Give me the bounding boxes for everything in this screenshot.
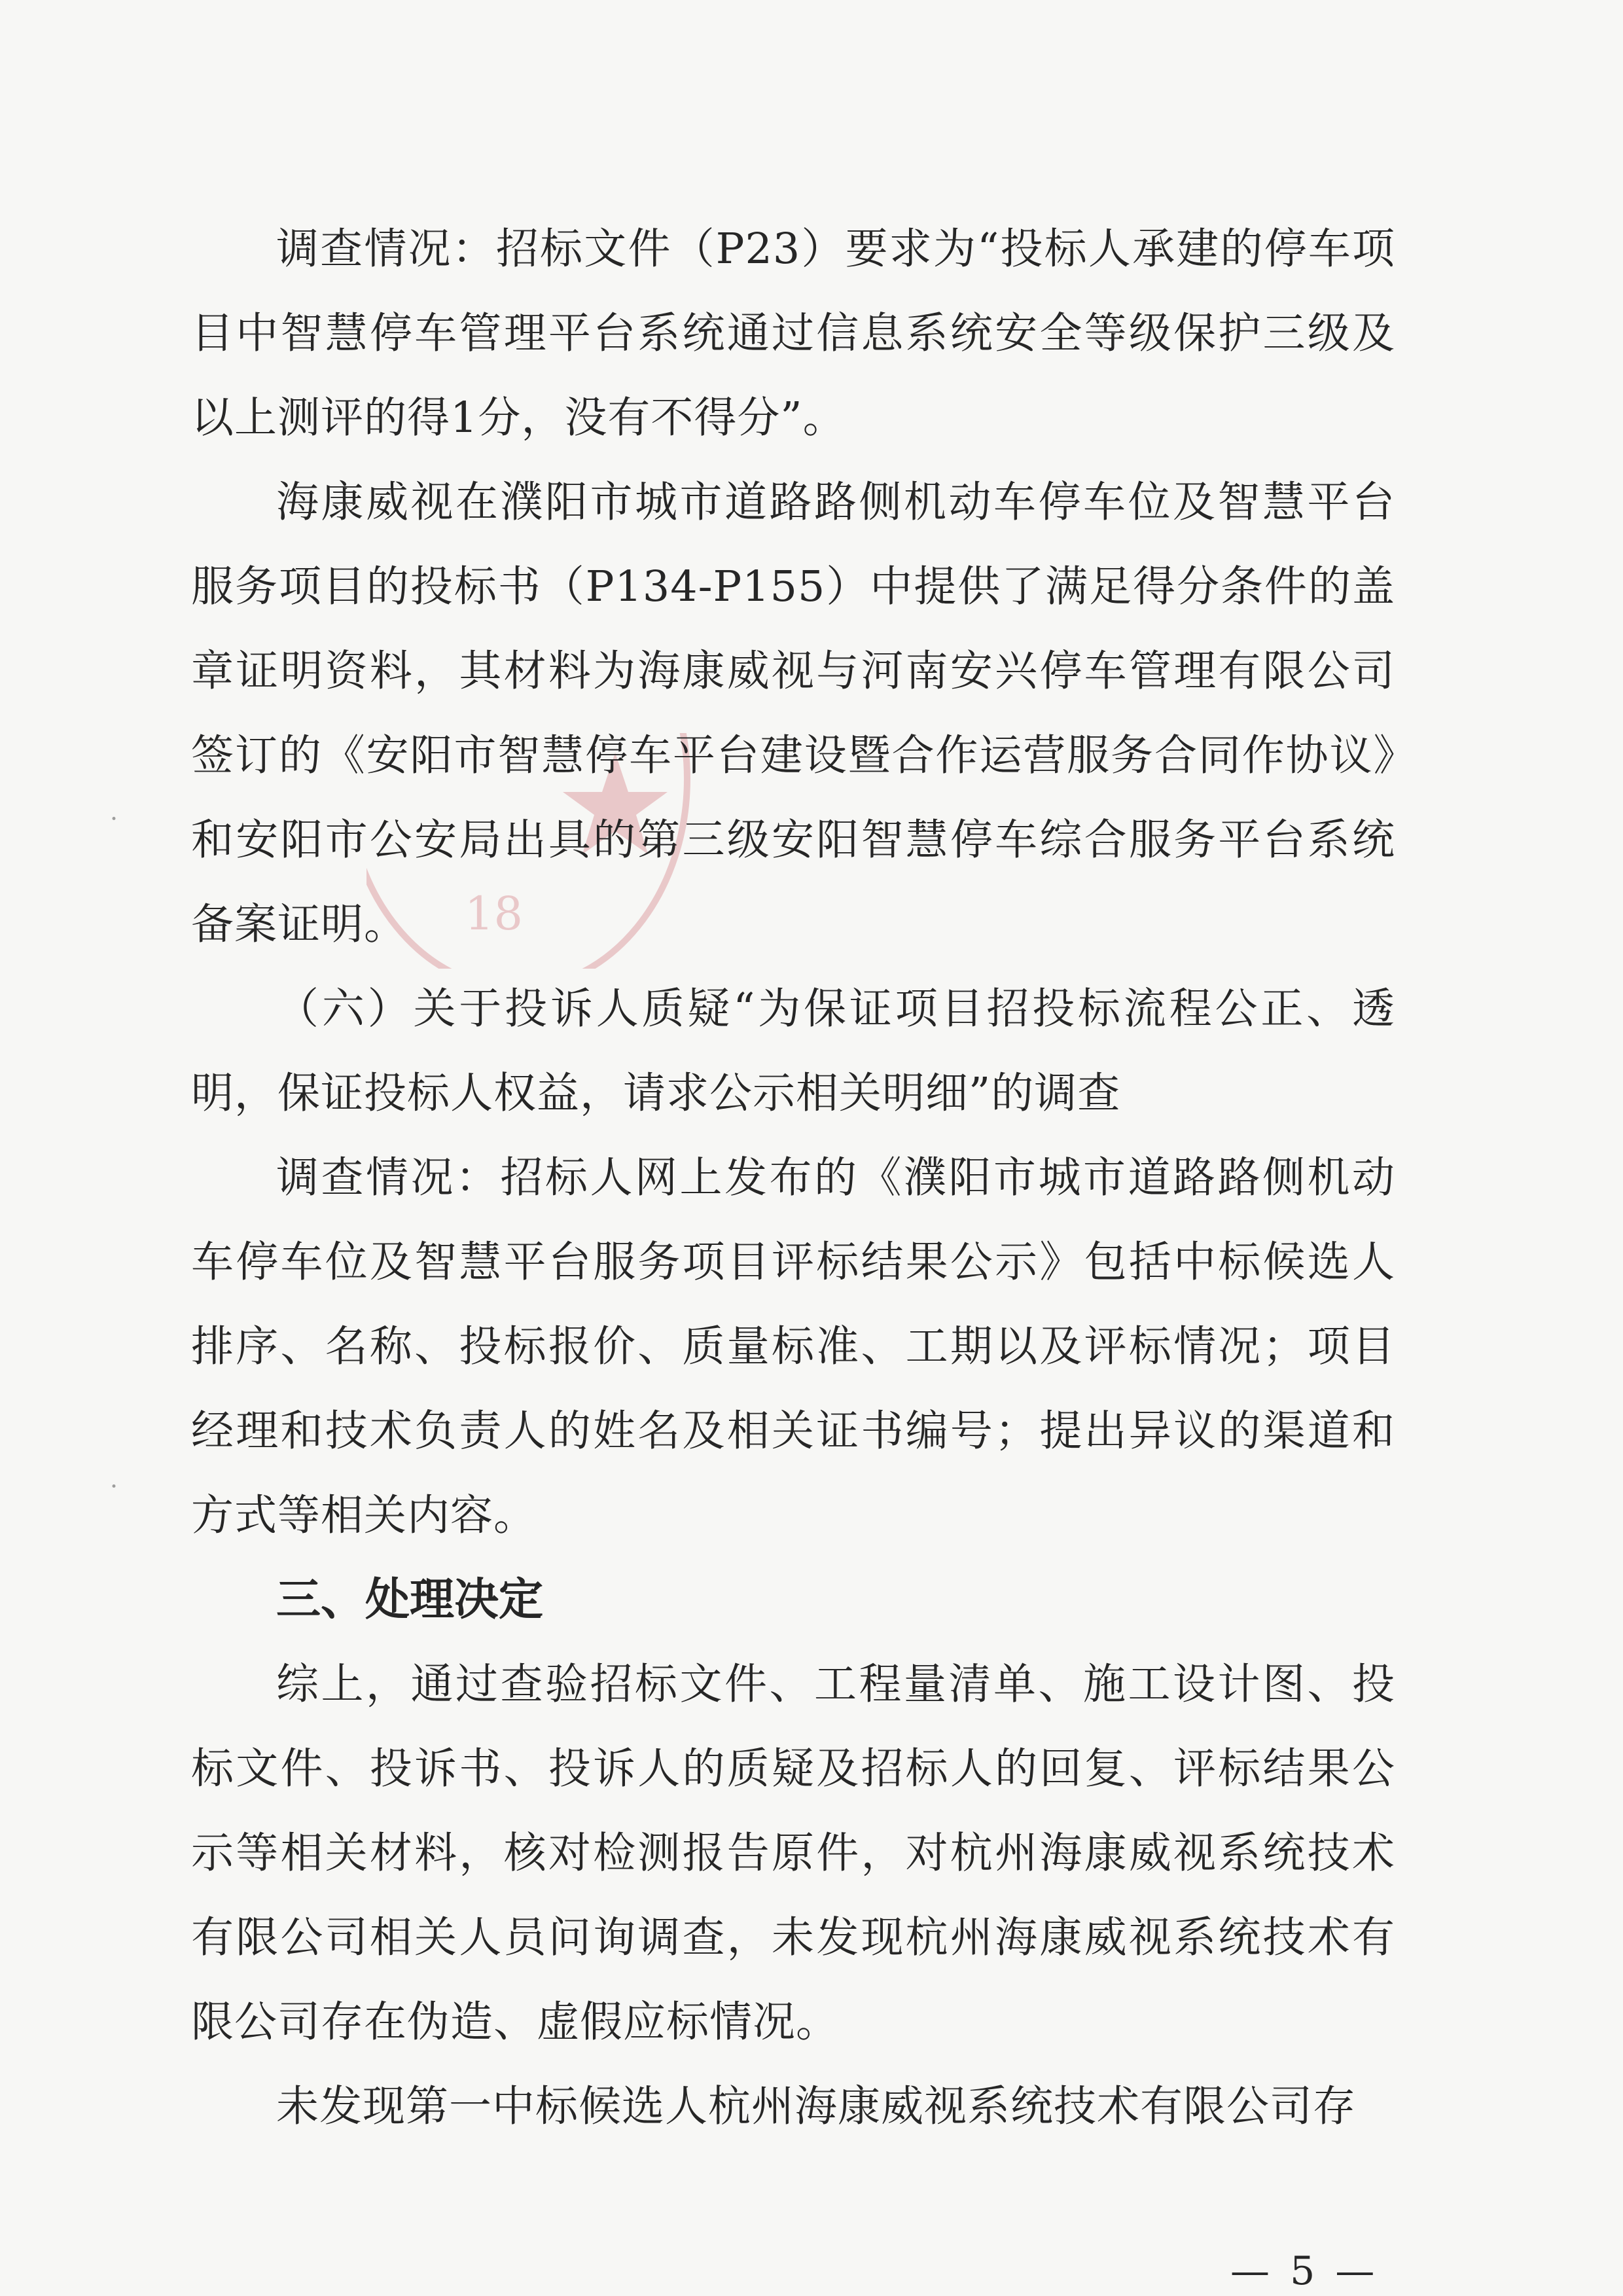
section-heading: 三、处理决定 xyxy=(276,1574,544,1626)
body-text xyxy=(191,207,1395,2149)
paragraph: 调查情况：招标人网上发布的《濮阳市城市道路路侧机动车停车位及智慧平台服务项目评标结果公示》包括中标候选人排序、名称、投标报价、质量标准、工期以及评标情况；项目经理和技术负责人的姓名及相关证书编号；提出异议的渠道和方式等相关内容。 xyxy=(191,1153,1395,1540)
paragraph: 综上，通过查验招标文件、工程量清单、施工设计图、投标文件、投诉书、投诉人的质疑及招标人的回复、评标结果公示等相关材料，核对检测报告原件，对杭州海康威视系统技术有限公司相关人员问询调查，未发现杭州海康威视系统技术有限公司存在伪造、虚假应标情况。 xyxy=(191,1660,1395,2047)
margin-mark: · xyxy=(110,804,118,833)
paragraph: 未发现第一中标候选人杭州海康威视系统技术有限公司存 xyxy=(276,2082,1357,2131)
paragraph: 调查情况：招标文件（P23）要求为“投标人承建的停车项目中智慧停车管理平台系统通过信息系统安全等级保护三级及以上测评的得1分，没有不得分”。 xyxy=(191,224,1395,442)
seal-text: 18 xyxy=(465,887,524,941)
paragraph: （六）关于投诉人质疑“为保证项目招投标流程公正、透明，保证投标人权益，请求公示相关明细”的调查 xyxy=(191,984,1395,1118)
margin-mark: · xyxy=(110,1472,118,1501)
page-number: — 5 — xyxy=(1230,2248,1379,2294)
paragraph: 海康威视在濮阳市城市道路路侧机动车停车位及智慧平台服务项目的投标书（P134-P155）中提供了满足得分条件的盖章证明资料，其材料为海康威视与河南安兴停车管理有限公司签订的《安阳市智慧停车平台建设暨合作运营服务合同作协议》和安阳市公安局出具的第三级安阳智慧停车综合服务平台系统备案证明。 xyxy=(191,478,1395,949)
